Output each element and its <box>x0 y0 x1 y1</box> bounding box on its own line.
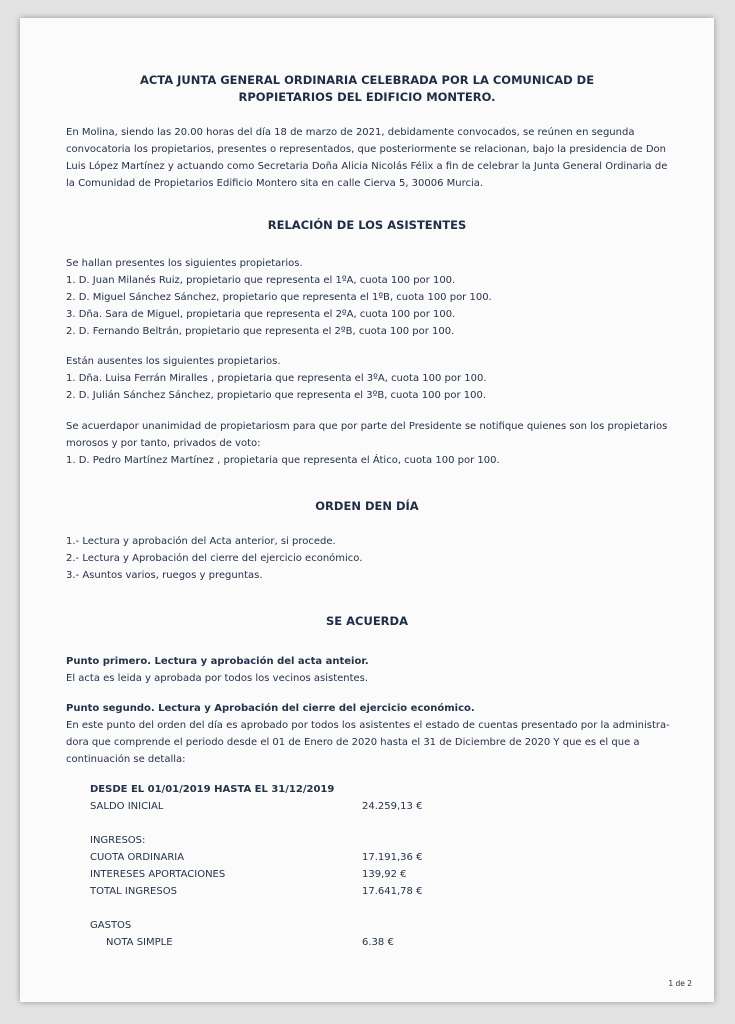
nota-simple-label: NOTA SIMPLE <box>106 937 173 948</box>
nota-simple-value: 6.38 € <box>362 937 394 948</box>
cuota-value: 17.191,36 € <box>362 852 423 863</box>
acuerda-heading: SE ACUERDA <box>326 614 408 628</box>
punto-segundo-line: continuación se detalla: <box>66 754 186 765</box>
punto-segundo-line: En este punto del orden del día es aprobado por todos los asistentes el estado de cuentas presentado por la administra- <box>66 720 670 731</box>
saldo-inicial-value: 24.259,13 € <box>362 801 423 812</box>
statement-period-row <box>90 781 510 798</box>
accounts-statement <box>90 781 510 951</box>
presentes-list <box>66 255 678 340</box>
morosos-paragraph <box>66 418 678 469</box>
punto-segundo <box>66 700 678 768</box>
list-item: 3.- Asuntos varios, ruegos y preguntas. <box>66 570 263 581</box>
intro-line: Luis López Martínez y actuando como Secretaria Doña Alicia Nicolás Félix a fin de celebrar la Junta General Ordinaria de <box>66 161 668 172</box>
ausentes-list <box>66 353 678 404</box>
gastos-row <box>90 917 510 934</box>
presentes-intro: Se hallan presentes los siguientes propietarios. <box>66 258 303 269</box>
list-item: 1. D. Juan Milanés Ruiz, propietario que representa el 1ºA, cuota 100 por 100. <box>66 275 456 286</box>
intro-line: convocatoria los propietarios, presentes o representados, que posteriormente se relacionan, bajo la presidencia de Don <box>66 144 666 155</box>
intro-paragraph <box>66 124 678 192</box>
list-item: 2. D. Fernando Beltrán, propietario que representa el 2ºB, cuota 100 por 100. <box>66 326 455 337</box>
list-item: 2. D. Julián Sánchez Sánchez, propietario que representa el 3ºB, cuota 100 por 100. <box>66 390 487 401</box>
spacer-row <box>90 815 510 832</box>
intereses-value: 139,92 € <box>362 869 407 880</box>
ingresos-label: INGRESOS: <box>90 835 146 846</box>
list-item: 1.- Lectura y aprobación del Acta anterior, si procede. <box>66 536 336 547</box>
punto-primero-text: El acta es leida y aprobada por todos los vecinos asistentes. <box>66 673 369 684</box>
punto-primero <box>66 653 678 687</box>
cuota-row <box>90 849 510 866</box>
intereses-row <box>90 866 510 883</box>
page-number: 1 de 2 <box>668 979 692 988</box>
intro-line: la Comunidad de Propietarios Edificio Montero sita en calle Cierva 5, 30006 Murcia. <box>66 178 484 189</box>
asistentes-heading: RELACIÓN DE LOS ASISTENTES <box>267 218 467 232</box>
punto-segundo-title: Punto segundo. Lectura y Aprobación del cierre del ejercicio económico. <box>66 703 475 714</box>
title-line-1: ACTA JUNTA GENERAL ORDINARIA CELEBRADA POR LA COMUNICAD DE <box>139 73 595 87</box>
list-item: 2.- Lectura y Aprobación del cierre del ejercicio económico. <box>66 553 363 564</box>
total-ingresos-row <box>90 883 510 900</box>
list-item: 1. D. Pedro Martínez Martínez , propietaria que representa el Ático, cuota 100 por 100. <box>66 455 500 466</box>
total-ingresos-value: 17.641,78 € <box>362 886 423 897</box>
saldo-inicial-row <box>90 798 510 815</box>
statement-period: DESDE EL 01/01/2019 HASTA EL 31/12/2019 <box>90 784 335 795</box>
document-title <box>20 72 714 106</box>
title-line-2: RPOPIETARIOS DEL EDIFICIO MONTERO. <box>238 90 496 104</box>
ausentes-intro: Están ausentes los siguientes propietarios. <box>66 356 281 367</box>
cuota-label: CUOTA ORDINARIA <box>90 852 185 863</box>
ingresos-row <box>90 832 510 849</box>
list-item: 1. Dña. Luisa Ferrán Miralles , propietaria que representa el 3ºA, cuota 100 por 100. <box>66 373 487 384</box>
list-item: 3. Dña. Sara de Miguel, propietaria que representa el 2ºA, cuota 100 por 100. <box>66 309 456 320</box>
punto-primero-title: Punto primero. Lectura y aprobación del acta anteior. <box>66 656 369 667</box>
intereses-label: INTERESES APORTACIONES <box>90 869 226 880</box>
gastos-label: GASTOS <box>90 920 132 931</box>
morosos-line: Se acuerdapor unanimidad de propietariosm para que por parte del Presidente se notifique quienes son los propietarios <box>66 421 668 432</box>
intro-line: En Molina, siendo las 20.00 horas del día 18 de marzo de 2021, debidamente convocados, se reúnen en segunda <box>66 127 635 138</box>
spacer-row <box>90 900 510 917</box>
morosos-line: morosos y por tanto, privados de voto: <box>66 438 261 449</box>
orden-heading: ORDEN DEN DÍA <box>315 499 419 513</box>
punto-segundo-line: dora que comprende el periodo desde el 01 de Enero de 2020 hasta el 31 de Diciembre de 2020 Y que es el que a <box>66 737 640 748</box>
orden-list <box>66 533 678 584</box>
saldo-inicial-label: SALDO INICIAL <box>90 801 164 812</box>
total-ingresos-label: TOTAL INGRESOS <box>90 886 177 897</box>
document-page <box>20 18 714 1002</box>
list-item: 2. D. Miguel Sánchez Sánchez, propietario que representa el 1ºB, cuota 100 por 100. <box>66 292 492 303</box>
nota-simple-row <box>90 934 510 951</box>
